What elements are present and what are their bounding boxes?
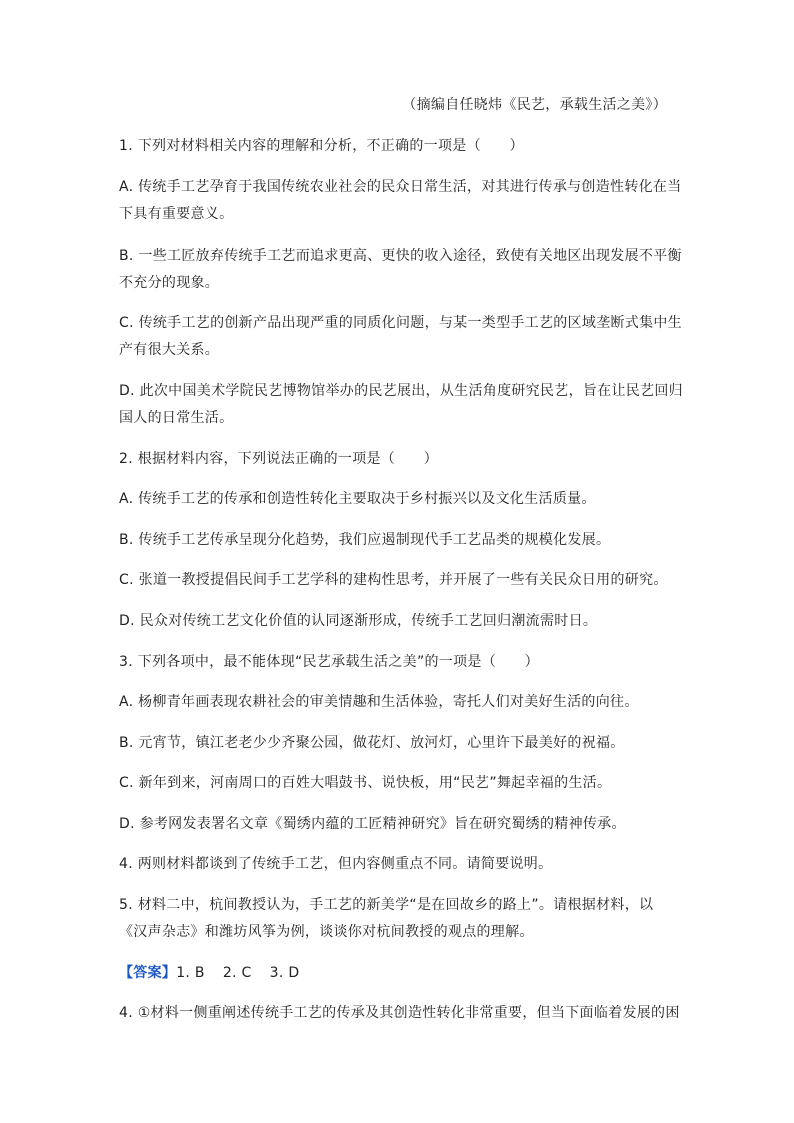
question-2-option-b: B. 传统手工艺传承呈现分化趋势，我们应遏制现代手工艺品类的规模化发展。 bbox=[119, 532, 611, 548]
question-1-option-d-line-2: 国人的日常生活。 bbox=[119, 410, 234, 426]
answer-line bbox=[119, 963, 299, 983]
question-2-option-d: D. 民众对传统工艺文化价值的认同逐渐形成，传统手工艺回归潮流需时日。 bbox=[119, 613, 598, 629]
question-3-option-a: A. 杨柳青年画表现农耕社会的审美情趣和生活体验，寄托人们对美好生活的向往。 bbox=[119, 694, 639, 710]
question-1-option-a-line-1: A. 传统手工艺孕育于我国传统农业社会的民众日常生活，对其进行传承与创造性转化在当 bbox=[119, 179, 682, 195]
question-1-option-c-line-1: C. 传统手工艺的创新产品出现严重的同质化问题，与某一类型手工艺的区域垄断式集中生 bbox=[119, 315, 682, 331]
question-1-stem: 1. 下列对材料相关内容的理解和分析，不正确的一项是（ ） bbox=[119, 138, 524, 154]
answer-tag: 【答案】 bbox=[119, 965, 177, 981]
question-5-stem-line-2: 《汉声杂志》和潍坊风筝为例，谈谈你对杭间教授的观点的理解。 bbox=[119, 924, 534, 940]
question-4-stem: 4. 两则材料都谈到了传统手工艺，但内容侧重点不同。请简要说明。 bbox=[119, 856, 553, 872]
question-2-option-a: A. 传统手工艺的传承和创造性转化主要取决于乡村振兴以及文化生活质量。 bbox=[119, 491, 596, 507]
question-3-stem: 3. 下列各项中，最不能体现“民艺承载生活之美”的一项是（ ） bbox=[119, 654, 539, 670]
source-citation: （摘编自任晓炜《民艺，承载生活之美》） bbox=[402, 97, 667, 113]
answer-item-3: 3. D bbox=[269, 965, 300, 981]
answer-item-2: 2. C bbox=[222, 965, 252, 981]
answer-item-1: 1. B bbox=[176, 965, 205, 981]
question-5-stem-line-1: 5. 材料二中，杭间教授认为，手工艺的新美学“是在回故乡的路上”。请根据材料，以 bbox=[119, 897, 654, 913]
question-1-option-a-line-2: 下具有重要意义。 bbox=[119, 206, 234, 222]
question-3-option-b: B. 元宵节，镇江老老少少齐聚公园，做花灯、放河灯，心里许下最美好的祝福。 bbox=[119, 735, 625, 751]
question-1-option-b-line-1: B. 一些工匠放弃传统手工艺而追求更高、更快的收入途径，致使有关地区出现发展不平衡 bbox=[119, 248, 682, 264]
question-1-option-b-line-2: 不充分的现象。 bbox=[119, 275, 220, 291]
question-1-option-c-line-2: 产有很大关系。 bbox=[119, 342, 220, 358]
question-3-option-d: D. 参考网发表署名文章《蜀绣内蕴的工匠精神研究》旨在研究蜀绣的精神传承。 bbox=[119, 816, 626, 832]
question-2-option-c: C. 张道一教授提倡民间手工艺学科的建构性思考，并开展了一些有关民众日用的研究。 bbox=[119, 572, 668, 588]
explanation-line: 4. ①材料一侧重阐述传统手工艺的传承及其创造性转化非常重要，但当下面临着发展的困 bbox=[119, 1005, 680, 1021]
question-1-option-d-line-1: D. 此次中国美术学院民艺博物馆举办的民艺展出，从生活角度研究民艺，旨在让民艺回归 bbox=[119, 383, 683, 399]
question-3-option-c: C. 新年到来，河南周口的百姓大唱鼓书、说快板，用“民艺”舞起幸福的生活。 bbox=[119, 775, 612, 791]
question-2-stem: 2. 根据材料内容，下列说法正确的一项是（ ） bbox=[119, 451, 439, 467]
